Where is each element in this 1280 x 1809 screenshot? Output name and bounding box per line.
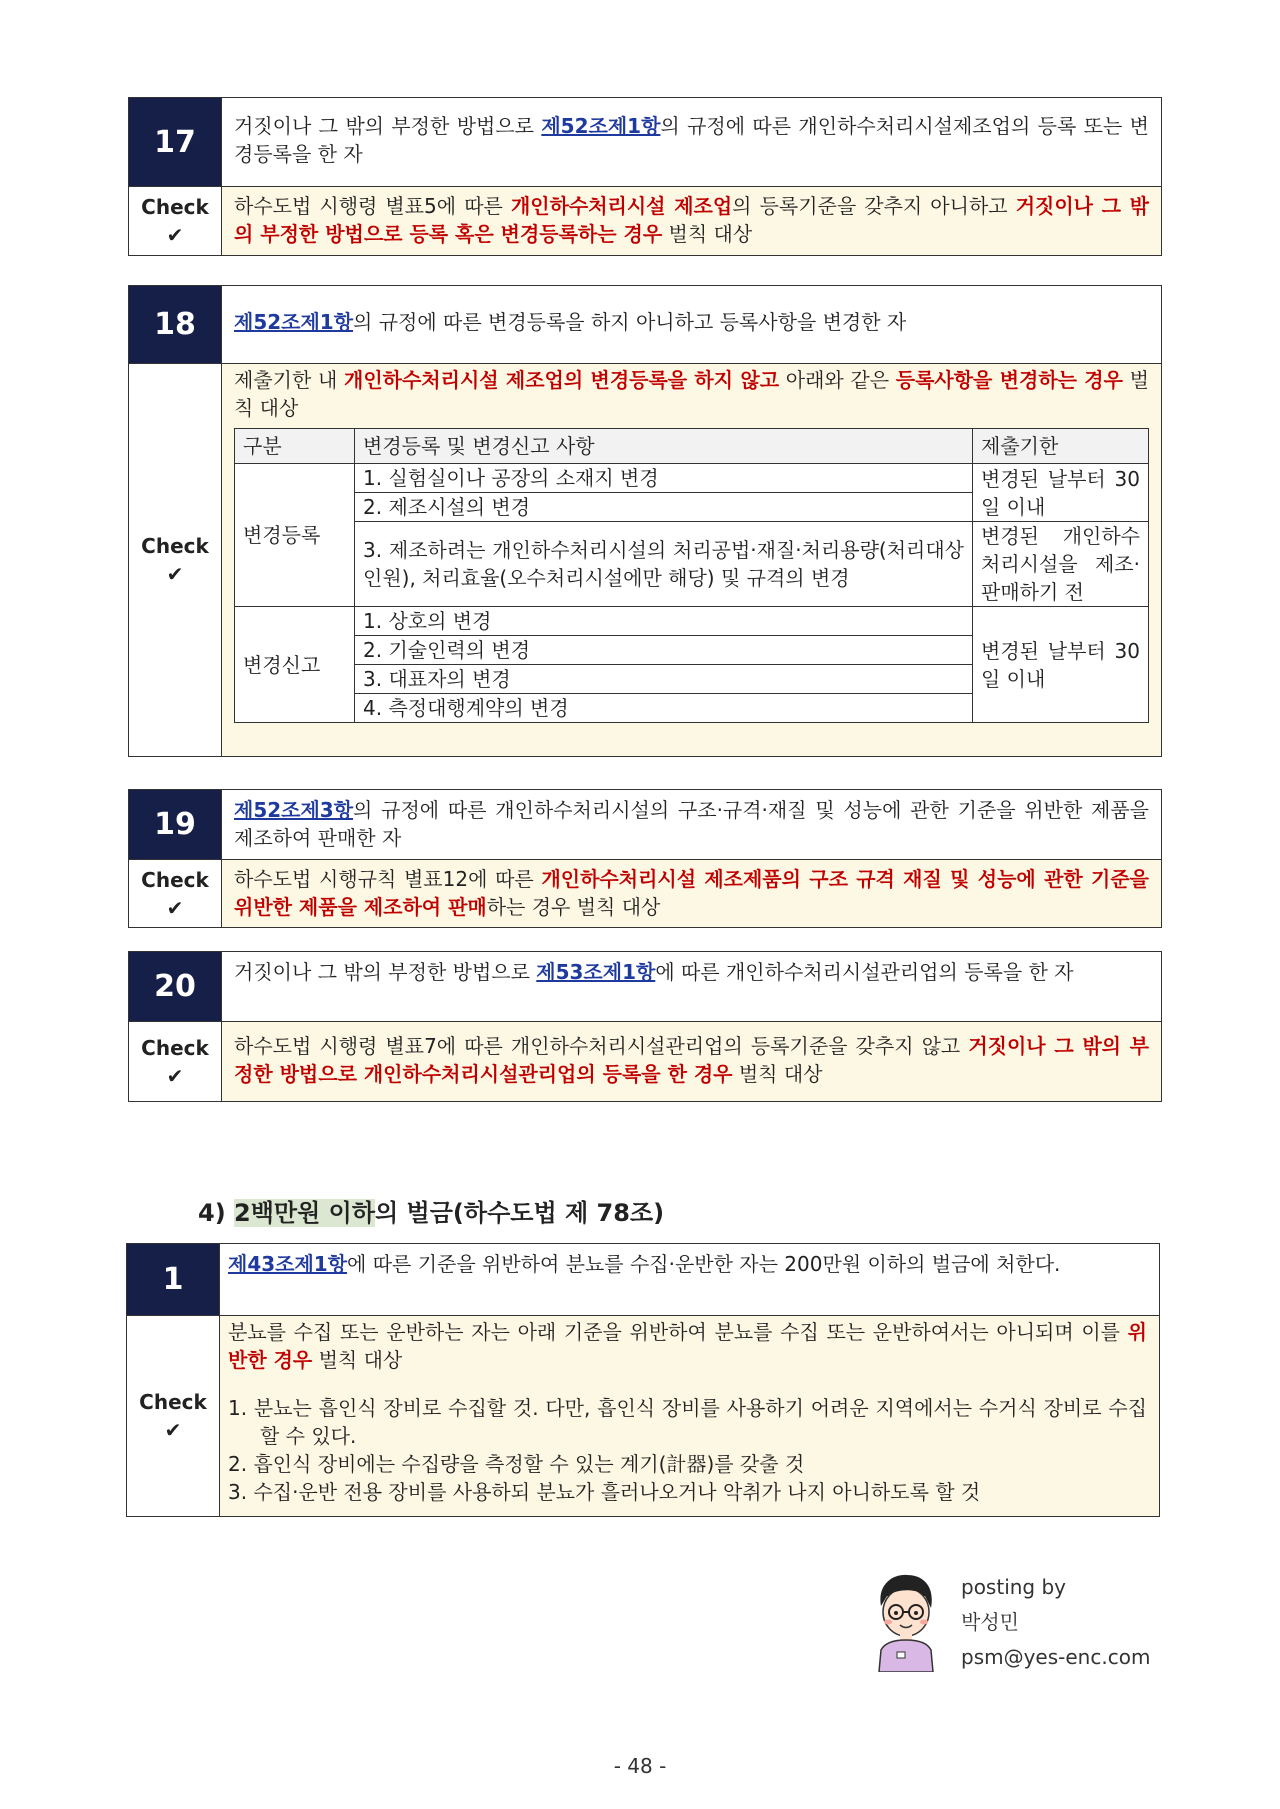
check-label: Check ✔	[129, 364, 222, 756]
article-link[interactable]: 제52조제1항	[541, 114, 661, 138]
table-header: 제출기한	[973, 429, 1149, 464]
check-label: Check ✔	[127, 1316, 220, 1516]
penalty-item-20	[128, 951, 1162, 1102]
table-cell: 3. 대표자의 변경	[355, 665, 973, 694]
item-description: 거짓이나 그 밖의 부정한 방법으로 제53조제1항에 따른 개인하수처리시설관리업의 등록을 한 자	[234, 960, 1074, 984]
page-number: - 48 -	[613, 1754, 667, 1778]
change-items-table	[234, 428, 1149, 723]
deadline-cell: 변경된 날부터 30일 이내	[973, 607, 1149, 723]
section-heading: 4) 2백만원 이하의 벌금(하수도법 제 78조)	[198, 1199, 665, 1227]
author-name: 박성민	[961, 1610, 1019, 1634]
check-label: Check ✔	[129, 1022, 222, 1101]
article-link[interactable]: 제52조제1항	[234, 310, 354, 334]
table-cell: 3. 제조하려는 개인하수처리시설의 처리공법·재질·처리용량(처리대상 인원), 처리효율(오수처리시설에만 해당) 및 규격의 변경	[355, 522, 973, 607]
rule-list	[228, 1394, 1147, 1506]
table-cell: 1. 실험실이나 공장의 소재지 변경	[355, 464, 973, 493]
item-description: 거짓이나 그 밖의 부정한 방법으로 제52조제1항의 규정에 따른 개인하수처리시설제조업의 등록 또는 변경등록을 한 자	[234, 114, 1149, 166]
category-cell: 변경신고	[235, 607, 355, 723]
item-number: 18	[129, 286, 222, 363]
table-cell: 4. 측정대행계약의 변경	[355, 694, 973, 723]
table-header: 구분	[235, 429, 355, 464]
table-header: 변경등록 및 변경신고 사항	[355, 429, 973, 464]
poster-info	[873, 1570, 1153, 1680]
author-email[interactable]: psm@yes-enc.com	[961, 1645, 1151, 1669]
check-text: 하수도법 시행규칙 별표12에 따른 개인하수처리시설 제조제품의 구조 규격 재질 및 성능에 관한 기준을 위반한 제품을 제조하여 판매하는 경우 벌칙 대상	[222, 860, 1161, 927]
checkmark-icon: ✔	[164, 1418, 182, 1442]
check-text: 분뇨를 수집 또는 운반하는 자는 아래 기준을 위반하여 분뇨를 수집 또는 운반하여서는 아니되며 이를 위반한 경우 벌칙 대상 1. 분뇨는 흡인식 장비로 수집할 것. 다만, 흡인식 장비를 사용하기 어려운 지역에서는 수거식 장비로 수집할 수 있다. 2. 흡인식 장비에는 수집량을 측정할 수 있는 계기(計器)를 갖출 것 3. 수집·운반 전용 장비를 사용하되 분뇨가 흘러나오거나 악취가 나지 아니하도록 할 것	[220, 1316, 1159, 1516]
posting-by-label: posting by	[961, 1575, 1067, 1599]
item-description: 제52조제3항의 규정에 따른 개인하수처리시설의 구조·규격·재질 및 성능에 관한 기준을 위반한 제품을 제조하여 판매한 자	[234, 798, 1149, 850]
avatar-icon	[873, 1572, 939, 1672]
table-cell: 1. 상호의 변경	[355, 607, 973, 636]
checkmark-icon: ✔	[166, 1063, 184, 1088]
list-item: 2. 흡인식 장비에는 수집량을 측정할 수 있는 계기(計器)를 갖출 것	[228, 1452, 805, 1476]
item-number: 17	[129, 98, 222, 186]
item-number: 20	[129, 952, 222, 1021]
check-label: Check ✔	[129, 187, 222, 255]
deadline-cell: 변경된 날부터 30일 이내	[973, 464, 1149, 522]
deadline-cell: 변경된 개인하수처리시설을 제조·판매하기 전	[973, 522, 1149, 607]
item-number: 1	[127, 1244, 220, 1315]
table-cell: 2. 기술인력의 변경	[355, 636, 973, 665]
article-link[interactable]: 제53조제1항	[536, 960, 656, 984]
article-link[interactable]: 제52조제3항	[234, 798, 354, 822]
list-item: 3. 수집·운반 전용 장비를 사용하되 분뇨가 흘러나오거나 악취가 나지 아니하도록 할 것	[228, 1480, 981, 1504]
item-description: 제43조제1항에 따른 기준을 위반하여 분뇨를 수집·운반한 자는 200만원 이하의 벌금에 처한다.	[228, 1252, 1061, 1276]
table-cell: 2. 제조시설의 변경	[355, 493, 973, 522]
check-text: 하수도법 시행령 별표5에 따른 개인하수처리시설 제조업의 등록기준을 갖추지 아니하고 거짓이나 그 밖의 부정한 방법으로 등록 혹은 변경등록하는 경우 벌칙 대상	[222, 187, 1161, 255]
penalty-item-19	[128, 789, 1162, 928]
checkmark-icon: ✔	[166, 223, 184, 247]
penalty-item-18	[128, 285, 1162, 757]
item-number: 19	[129, 790, 222, 859]
check-label: Check ✔	[129, 860, 222, 927]
fine-item-1	[126, 1243, 1160, 1517]
list-item: 1. 분뇨는 흡인식 장비로 수집할 것. 다만, 흡인식 장비를 사용하기 어려운 지역에서는 수거식 장비로 수집할 수 있다.	[228, 1396, 1147, 1448]
checkmark-icon: ✔	[166, 895, 184, 920]
check-text: 하수도법 시행령 별표7에 따른 개인하수처리시설관리업의 등록기준을 갖추지 않고 거짓이나 그 밖의 부정한 방법으로 개인하수처리시설관리업의 등록을 한 경우 벌칙 대상	[222, 1022, 1161, 1101]
category-cell: 변경등록	[235, 464, 355, 607]
penalty-item-17	[128, 97, 1162, 256]
article-link[interactable]: 제43조제1항	[228, 1252, 348, 1276]
item-description: 제52조제1항의 규정에 따른 변경등록을 하지 아니하고 등록사항을 변경한 자	[234, 310, 907, 334]
checkmark-icon: ✔	[166, 562, 184, 586]
check-text: 제출기한 내 개인하수처리시설 제조업의 변경등록을 하지 않고 아래와 같은 등록사항을 변경하는 경우 벌칙 대상 구분 변경등록 및 변경신고 사항 제출기한 변경등록 1. 실험실이나 공장의 소재지 변경 변경된 날부터 30일 이내 2. 제조시설의 변경 3. 제조하려는 개인하수처리시설의 처리공법·재질·처리용량(처리대상 인원), 처리효율(오수처리시설에만 해당) 및 규격의 변경 변경된 개인하수처리시설을 제조·판매하기 전 변경신고 1. 상호의 변경 변경된 날부터 30일 이내 2. 기술인력의 변경 3. 대표자의 변경 4. 측정대행계약의 변경	[222, 364, 1161, 756]
